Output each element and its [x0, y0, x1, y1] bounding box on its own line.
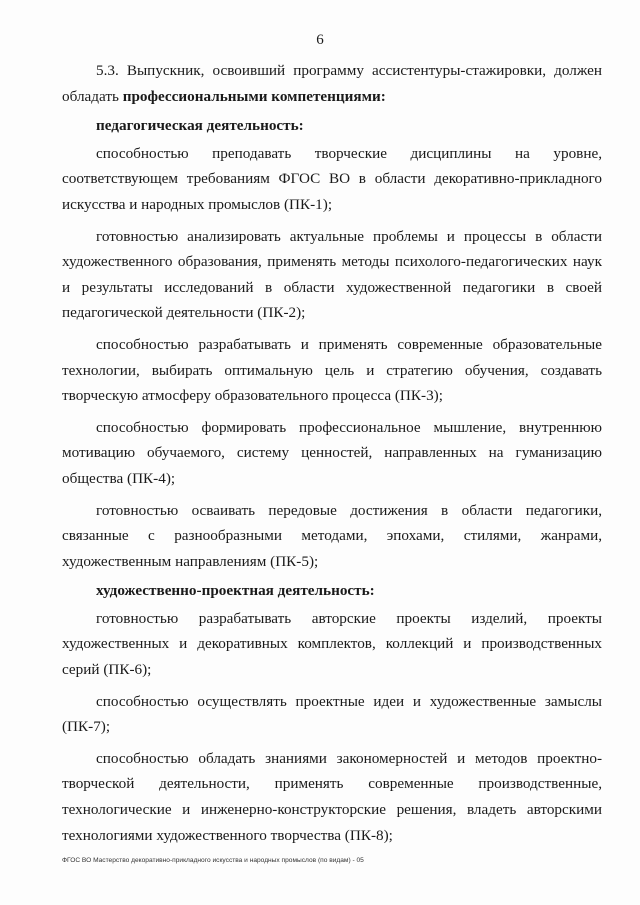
competency-pk4: способностью формировать профессиональное мышление, внутреннюю мотивацию обучаемого, систему ценностей, направленных на гуманизацию общества (ПК-4); [62, 418, 602, 487]
intro-text: 5.3. Выпускник, освоивший программу ассистентуры-стажировки, должен обладать [62, 62, 602, 105]
intro-bold-term: профессиональными компетенциями: [122, 87, 386, 105]
page-number: 6 [316, 32, 324, 48]
competency-pk5: готовностью осваивать передовые достижения в области педагогики, связанные с разнообразными методами, эпохами, стилями, жанрами, художественным направлениям (ПК-5); [62, 501, 602, 570]
section-heading-pedagogical: педагогическая деятельность: [96, 117, 304, 135]
document-footer: ФГОС ВО Мастерство декоративно-прикладного искусства и народных промыслов (по видам) - 05 [62, 857, 364, 864]
competency-pk3: способностью разрабатывать и применять современные образовательные технологии, выбирать оптимальную цель и стратегию обучения, создавать творческую атмосферу образовательного процесса (ПК-3); [62, 335, 602, 405]
competency-pk6: готовностью разрабатывать авторские проекты изделий, проекты художественных и декоративных комплектов, коллекций и производственных серий (ПК-6); [62, 609, 602, 679]
document-body [62, 58, 602, 848]
competency-pk2: готовностью анализировать актуальные проблемы и процессы в области художественного образования, применять методы психолого-педагогических наук и результаты исследований в области художественной педагогики в своей педагогической деятельности (ПК-2); [62, 227, 602, 322]
competency-pk8: способностью обладать знаниями закономерностей и методов проектно-творческой деятельности, применять современные производственные, технологические и инженерно-конструкторские решения, владеть авторскими технологиями художественного творчества (ПК-8); [62, 749, 602, 844]
competency-pk7: способностью осуществлять проектные идеи и художественные замыслы (ПК-7); [62, 692, 602, 736]
competency-pk1: способностью преподавать творческие дисциплины на уровне, соответствующем требованиям ФГОС ВО в области декоративно-прикладного искусства и народных промыслов (ПК-1); [62, 144, 602, 213]
intro-paragraph [62, 58, 602, 109]
section-heading-design: художественно-проектная деятельность: [96, 582, 375, 600]
